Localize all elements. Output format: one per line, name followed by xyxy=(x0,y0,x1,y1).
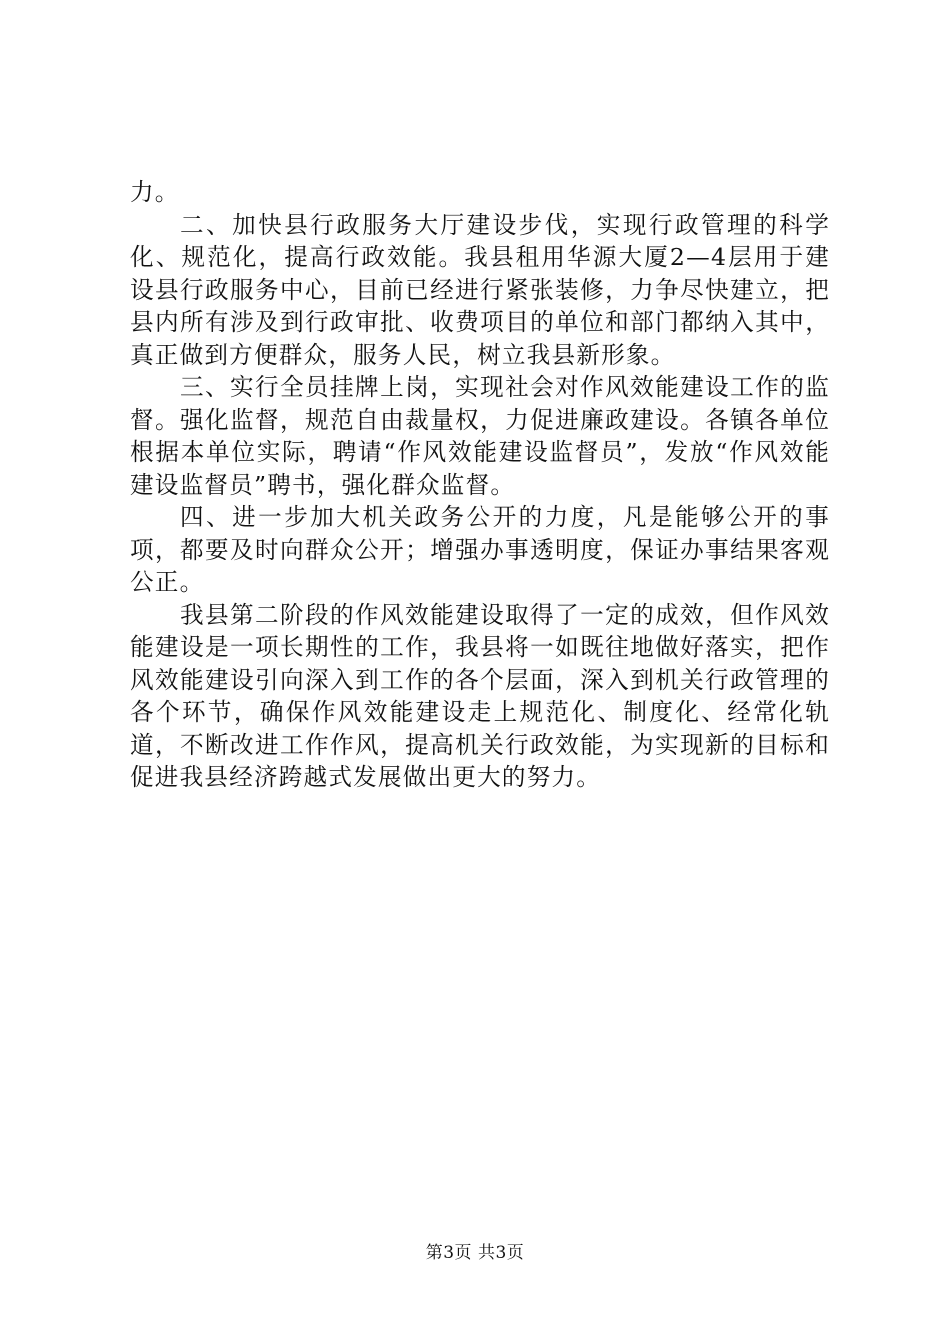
paragraph-section-four: 四、进一步加大机关政务公开的力度，凡是能够公开的事项，都要及时向群众公开；增强办事透明度，保证办事结果客观公正。 xyxy=(130,503,830,596)
paragraph-section-three: 三、实行全员挂牌上岗，实现社会对作风效能建设工作的监督。强化监督，规范自由裁量权，力促进廉政建设。各镇各单位根据本单位实际，聘请“作风效能建设监督员”，发放“作风效能建设监督员”聘书，强化群众监督。 xyxy=(130,373,830,499)
document-body xyxy=(130,176,830,794)
page-number-footer: 第3页 共3页 xyxy=(425,1243,525,1263)
paragraph-section-two: 二、加快县行政服务大厅建设步伐，实现行政管理的科学化、规范化，提高行政效能。我县租用华源大厦2—4层用于建设县行政服务中心，目前已经进行紧张装修，力争尽快建立，把县内所有涉及到行政审批、收费项目的单位和部门都纳入其中，真正做到方便群众，服务人民，树立我县新形象。 xyxy=(130,210,830,369)
paragraph-continuation: 力。 xyxy=(130,178,180,206)
paragraph-conclusion: 我县第二阶段的作风效能建设取得了一定的成效，但作风效能建设是一项长期性的工作，我县将一如既往地做好落实，把作风效能建设引向深入到工作的各个层面，深入到机关行政管理的各个环节，确保作风效能建设走上规范化、制度化、经常化轨道，不断改进工作作风，提高机关行政效能，为实现新的目标和促进我县经济跨越式发展做出更大的努力。 xyxy=(130,600,830,791)
